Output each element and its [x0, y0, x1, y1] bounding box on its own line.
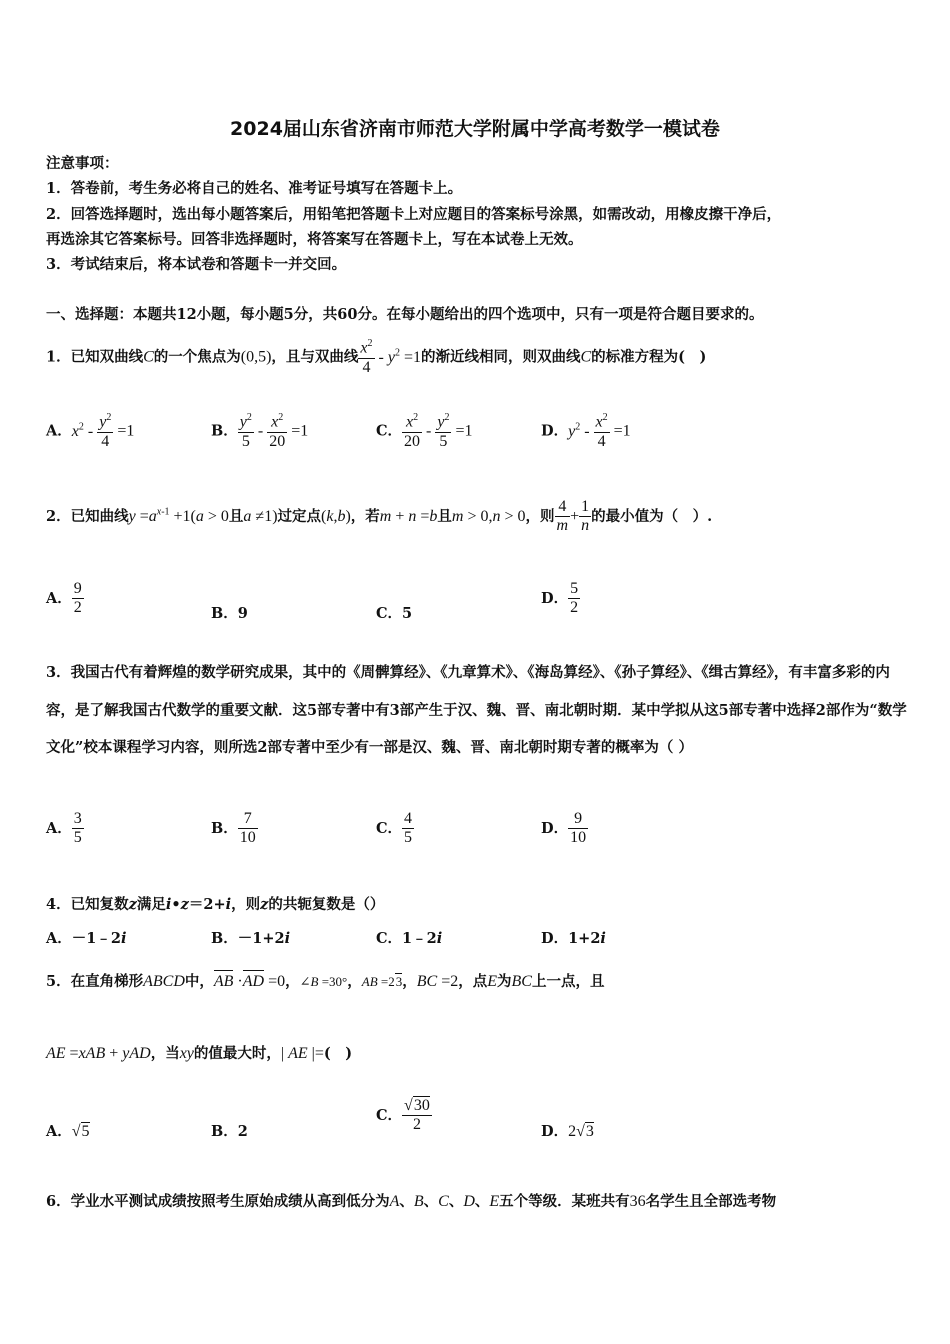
option-d: D．2√3	[541, 1123, 594, 1140]
option-b: B．－1+2i	[211, 930, 291, 947]
option-a: A． $\frac{9}{2}$	[46, 580, 82, 617]
option-d: D．1+2i	[541, 930, 606, 947]
option-c: C．5	[376, 605, 413, 622]
page-title: 2024届山东省济南市师范大学附属中学高考数学一模试卷	[230, 118, 720, 140]
question-2: 2．已知曲线$y =a^{x-1} +1(a > 0$且a ≠1)过定点(k,b)，若m + n =b且m > 0,n > 0，则 $\frac{4}{m}$ + $\frac{1}{n}$ 的最小值为（ ）.	[46, 498, 713, 535]
option-d: D． $\frac{9}{10}$	[541, 810, 587, 847]
notice-item: 3．考试结束后，将本试卷和答题卡一并交回。	[46, 256, 347, 273]
option-a: A．√5	[46, 1123, 90, 1140]
option-b: B． $\frac{y^2}{5}$ - $\frac{x^2}{20}$ =1	[211, 412, 309, 450]
section-heading: 一、选择题：本题共12小题，每小题5分，共60分。在每小题给出的四个选项中，只有一项是符合题目要求的。	[46, 306, 764, 323]
option-b: B． $\frac{7}{10}$	[211, 810, 256, 847]
question-5-cont: AE =xAB + yAD，当xy的值最大时，| AE |=( )	[46, 1045, 353, 1062]
option-b: B．2	[211, 1123, 248, 1140]
option-d: D． $\frac{5}{2}$	[541, 580, 579, 617]
question-3: 3．我国古代有着辉煌的数学研究成果，其中的《周髀算经》、《九章算术》、《海岛算经》、《孙子算经》、《缉古算经》，有丰富多彩的内容，是了解我国古代数学的重要文献．这5部专著中有3部产生于汉、魏、晋、南北朝时期．某中学拟从这5部专著中选择2部作为“数学文化”校本课程学习内容，则所选2部专著中至少有一部是汉、魏、晋、南北朝时期专著的概率为（ ）	[46, 664, 907, 756]
option-a: A． $\frac{3}{5}$	[46, 810, 82, 847]
option-c: C． $\frac{√30}{2}$	[376, 1097, 430, 1134]
question-4: 4．已知复数z满足i•z＝2+i，则z的共轭复数是（）	[46, 896, 385, 913]
question-1: 1．已知双曲线C的一个焦点为(0,5)，且与双曲线 $\frac{x^2}{4}$ - $y^2 =1$的渐近线相同，则双曲线C的标准方程为( )	[46, 338, 707, 376]
notice-heading: 注意事项：	[46, 155, 119, 172]
option-b: B．9	[211, 605, 248, 622]
option-d: D．$y^2$ - $\frac{x^2}{4}$ =1	[541, 412, 631, 450]
option-a: A．－1﹣2i	[46, 930, 127, 947]
option-c: C． $\frac{4}{5}$	[376, 810, 413, 847]
option-c: C． $\frac{x^2}{20}$ - $\frac{y^2}{5}$ =1	[376, 412, 473, 450]
notice-item: 1．答卷前，考生务必将自己的姓名、准考证号填写在答题卡上。	[46, 180, 463, 197]
question-6: 6．学业水平测试成绩按照考生原始成绩从高到低分为A、B、C、D、E五个等级．某班共有36名学生且全部选考物	[46, 1193, 777, 1210]
option-c: C．1﹣2i	[376, 930, 443, 947]
notice-item: 再选涂其它答案标号。回答非选择题时，将答案写在答题卡上，写在本试卷上无效。	[46, 231, 583, 248]
option-a: A．$x^2$ - $\frac{y^2}{4}$ =1	[46, 412, 135, 450]
notice-item: 2．回答选择题时，选出每小题答案后，用铅笔把答题卡上对应题目的答案标号涂黑，如需改动，用橡皮擦干净后，	[46, 206, 782, 223]
question-5: 5．在直角梯形ABCD中，AB ·AD =0，∠B =30°，AB =23，BC =2，点E为BC上一点，且	[46, 973, 605, 990]
